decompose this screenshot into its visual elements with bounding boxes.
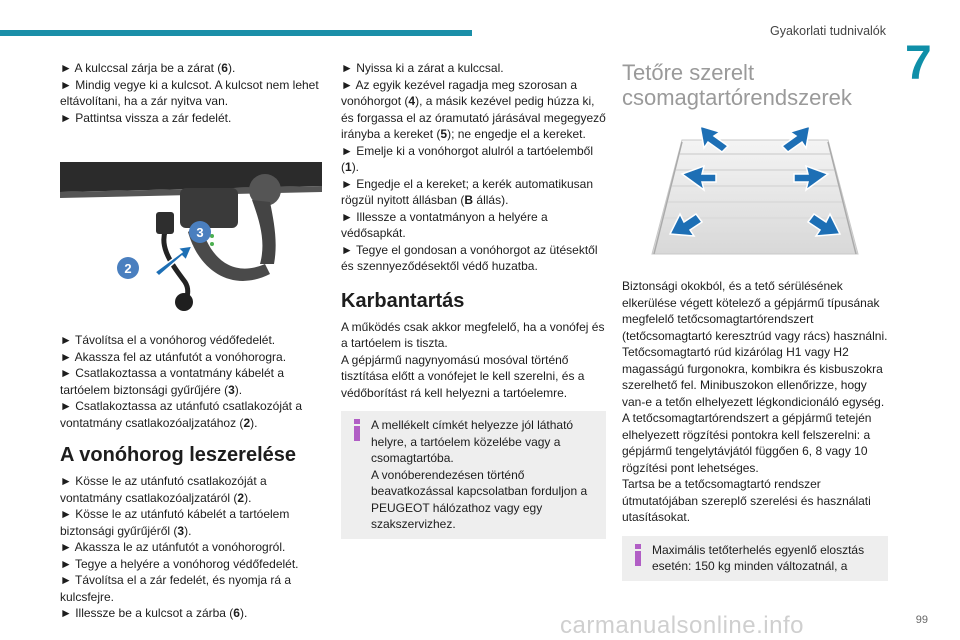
note-text: A mellékelt címkét helyezze jól látható helyre, a tartóelem közelébe vagy a csomagtartóba. (371, 418, 574, 465)
step-item: ► Az egyik kezével ragadja meg szorosan a vonóhorgot (4), a másik kezével pedig húzza ki, és forgassa el az óramutató járásával megegyező irányba a kereket (5); ne engedje el a kereket. (341, 77, 606, 141)
body-paragraph: A tetőcsomagtartórendszert a gépjármű tetején elhelyezett rögzítési pontokra kell felszerelni: a gépjármű tengelytávjától függően 6, 8 vagy 10 rögzítési pont lehetséges. (622, 411, 872, 475)
watermark: carmanualsonline.info (560, 612, 804, 639)
body-paragraph: A gépjármű nagynyomású mosóval történő tisztítása előtt a vonófejet le kell szerelni, és a védőborítást rá kell helyezni a tartóelemre. (341, 352, 585, 400)
info-note (622, 536, 888, 581)
page-number: 99 (915, 614, 928, 626)
section-heading-maintenance: Karbantartás (341, 289, 465, 312)
chapter-number: 7 (905, 37, 932, 90)
info-icon (631, 544, 645, 566)
roof-illustration (622, 122, 888, 262)
step-item: ► Tegye a helyére a vonóhorog védőfedelét. (60, 556, 299, 571)
figure-marker-3-label: 3 (196, 225, 204, 240)
body-paragraph: Biztonsági okokból, és a tető sérülésének elkerülése végett kötelező a gépjármű típusának megfelelő tetőcsomagtartórendszert (tetőcsomagtartó keresztrúd vagy rács) használni. (622, 279, 888, 343)
section-heading-removal: A vonóhorog leszerelése (60, 444, 296, 466)
step-item: ► Távolítsa el a zár fedelét, és nyomja rá a kulcsfejre. (60, 573, 292, 604)
note-text: A vonóberendezésen történő beavatkozással kapcsolatban forduljon a PEUGEOT hálózathoz vagy egy szakszervizhez. (371, 467, 588, 531)
top-accent-bar (0, 30, 472, 36)
step-item: ► Távolítsa el a vonóhorog védőfedelét. (60, 333, 276, 347)
step-item: ► Emelje ki a vonóhorgot alulról a tartóelemből (1). (341, 143, 594, 174)
info-icon (350, 419, 364, 441)
step-item: ► Illessze be a kulcsot a zárba (6). (60, 606, 248, 620)
step-item: ► Nyissa ki a zárat a kulccsal. (341, 61, 504, 75)
step-item: ► Kösse le az utánfutó kábelét a tartóelem biztonsági gyűrűjéről (3). (60, 507, 290, 538)
note-text: Maximális tetőterhelés egyenlő elosztás esetén: 150 kg minden változatnál, a (652, 542, 865, 573)
body-paragraph: Tetőcsomagtartó rúd kizárólag H1 vagy H2 magasságú furgonokra, kombikra és kisbuszokra szerelhető fel. Minibuszokon ellenőrizze, hogy van-e a tetőn elhelyezett légkondicionáló egység. (622, 345, 885, 409)
step-item: ► Pattintsa vissza a zár fedelét. (60, 110, 232, 125)
column-2 (341, 60, 606, 539)
figure-marker-2-label: 2 (124, 261, 132, 276)
body-paragraph: Tartsa be a tetőcsomagtartó rendszer útmutatójában szereplő szerelési és használati utasításokat. (622, 477, 871, 524)
tow-hook-illustration (60, 152, 322, 312)
info-note (341, 411, 606, 539)
page-title: Tetőre szerelt csomagtartórendszerek (622, 60, 852, 110)
section-label: Gyakorlati tudnivalók (769, 24, 886, 38)
column-1 (60, 60, 322, 622)
step-item: ► A kulccsal zárja be a zárat (6). (60, 61, 236, 75)
step-item: ► Csatlakoztassa az utánfutó csatlakozóját a vontatmány csatlakozóaljzatához (2). (60, 399, 303, 430)
roof-rack-figure (622, 122, 888, 262)
body-paragraph: A működés csak akkor megfelelő, ha a vonófej és a tartóelem is tiszta. (341, 319, 605, 350)
step-item: ► Csatlakoztassa a vontatmány kábelét a tartóelem biztonsági gyűrűjére (3). (60, 366, 284, 397)
step-item: ► Mindig vegye ki a kulcsot. A kulcsot nem lehet eltávolítani, ha a zár nyitva van. (60, 77, 319, 108)
step-item: ► Akassza le az utánfutót a vonóhorogról. (60, 540, 286, 554)
column-3 (622, 60, 888, 581)
step-item: ► Akassza fel az utánfutót a vonóhorogra. (60, 349, 287, 364)
step-item: ► Illessze a vontatmányon a helyére a védősapkát. (341, 209, 548, 240)
step-item: ► Engedje el a kereket; a kerék automatikusan rögzül nyitott állásban (B állás). (341, 176, 594, 207)
tow-hook-figure (60, 152, 322, 312)
step-item: ► Kösse le az utánfutó csatlakozóját a vontatmány csatlakozóaljzatáról (2). (60, 474, 267, 505)
step-item: ► Tegye el gondosan a vonóhorgot az ütésektől és szennyeződésektől védő huzatba. (341, 242, 598, 273)
